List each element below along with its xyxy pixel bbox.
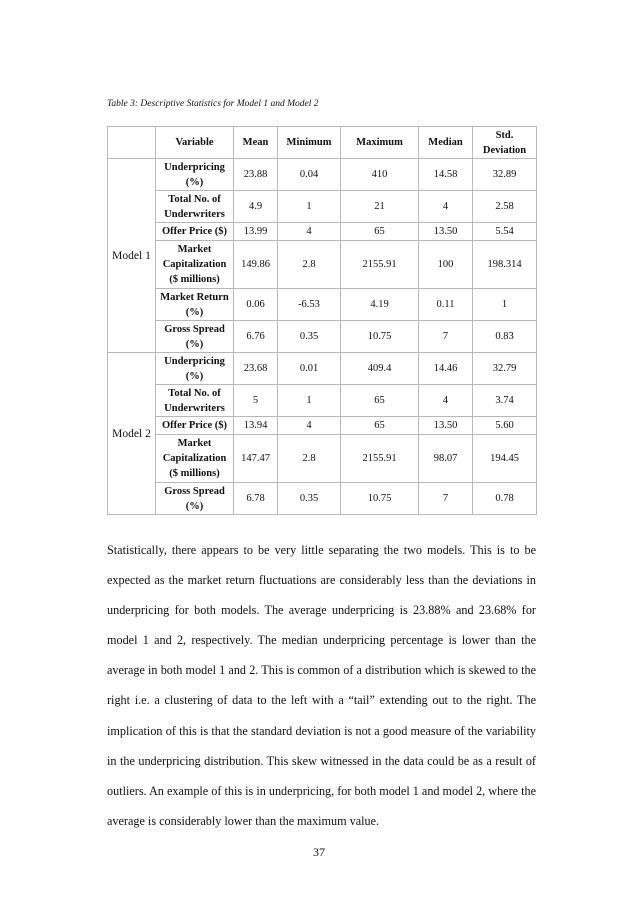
max-cell: 410 [341, 159, 419, 191]
table-row [108, 435, 537, 483]
variable-cell: Market Return (%) [156, 289, 234, 321]
header-cell [108, 127, 156, 159]
header-cell: Variable [156, 127, 234, 159]
table-row [108, 191, 537, 223]
std-cell: 1 [473, 289, 537, 321]
mean-cell: 13.94 [234, 417, 278, 435]
table-row [108, 159, 537, 191]
std-cell: 0.78 [473, 483, 537, 515]
descriptive-statistics-table [107, 126, 537, 515]
median-cell: 14.58 [419, 159, 473, 191]
table-row [108, 417, 537, 435]
variable-cell: Market Capitalization ($ millions) [156, 241, 234, 289]
max-cell: 65 [341, 223, 419, 241]
mean-cell: 23.88 [234, 159, 278, 191]
max-cell: 10.75 [341, 321, 419, 353]
header-cell: Mean [234, 127, 278, 159]
min-cell: 0.01 [278, 353, 341, 385]
max-cell: 65 [341, 417, 419, 435]
variable-cell: Underpricing (%) [156, 353, 234, 385]
max-cell: 21 [341, 191, 419, 223]
table-row [108, 385, 537, 417]
variable-cell: Total No. of Underwriters [156, 191, 234, 223]
mean-cell: 147.47 [234, 435, 278, 483]
variable-cell: Gross Spread (%) [156, 321, 234, 353]
variable-cell: Gross Spread (%) [156, 483, 234, 515]
max-cell: 2155.91 [341, 241, 419, 289]
body-paragraph: Statistically, there appears to be very little separating the two models. This is to be expected as the market return fluctuations are considerably less than the deviations in underpricing for both models. The average underpricing is 23.88% and 23.68% for model 1 and 2, respectively. The median underpricing percentage is lower than the average in both model 1 and 2. This is common of a distribution which is skewed to the right i.e. a clustering of data to the left with a “tail” extending out to the right. The implication of this is that the standard deviation is not a good measure of the variability in the underpricing distribution. This skew witnessed in the data could be as a result of outliers. An example of this is in underpricing, for both model 1 and model 2, where the average is considerably lower than the maximum value. [107, 543, 536, 828]
table-header-row [108, 127, 537, 159]
median-cell: 13.50 [419, 223, 473, 241]
mean-cell: 149.86 [234, 241, 278, 289]
median-cell: 4 [419, 385, 473, 417]
min-cell: -6.53 [278, 289, 341, 321]
min-cell: 1 [278, 385, 341, 417]
max-cell: 65 [341, 385, 419, 417]
std-cell: 2.58 [473, 191, 537, 223]
mean-cell: 6.78 [234, 483, 278, 515]
median-cell: 13.50 [419, 417, 473, 435]
min-cell: 0.35 [278, 483, 341, 515]
mean-cell: 4.9 [234, 191, 278, 223]
table-row [108, 289, 537, 321]
max-cell: 10.75 [341, 483, 419, 515]
max-cell: 409.4 [341, 353, 419, 385]
median-cell: 100 [419, 241, 473, 289]
mean-cell: 6.76 [234, 321, 278, 353]
variable-cell: Market Capitalization ($ millions) [156, 435, 234, 483]
std-cell: 5.54 [473, 223, 537, 241]
page-number: 37 [313, 845, 325, 859]
median-cell: 14.46 [419, 353, 473, 385]
min-cell: 1 [278, 191, 341, 223]
std-cell: 198.314 [473, 241, 537, 289]
model-label: Model 2 [108, 353, 156, 515]
median-cell: 7 [419, 321, 473, 353]
median-cell: 7 [419, 483, 473, 515]
min-cell: 4 [278, 417, 341, 435]
std-cell: 3.74 [473, 385, 537, 417]
mean-cell: 5 [234, 385, 278, 417]
median-cell: 4 [419, 191, 473, 223]
min-cell: 2.8 [278, 435, 341, 483]
header-cell: Median [419, 127, 473, 159]
mean-cell: 13.99 [234, 223, 278, 241]
min-cell: 2.8 [278, 241, 341, 289]
table-caption: Table 3: Descriptive Statistics for Model 1 and Model 2 [107, 99, 319, 109]
min-cell: 0.04 [278, 159, 341, 191]
std-cell: 32.89 [473, 159, 537, 191]
variable-cell: Underpricing (%) [156, 159, 234, 191]
table-row [108, 223, 537, 241]
variable-cell: Total No. of Underwriters [156, 385, 234, 417]
std-cell: 32.79 [473, 353, 537, 385]
max-cell: 4.19 [341, 289, 419, 321]
variable-cell: Offer Price ($) [156, 223, 234, 241]
table-row [108, 321, 537, 353]
max-cell: 2155.91 [341, 435, 419, 483]
mean-cell: 23.68 [234, 353, 278, 385]
min-cell: 0.35 [278, 321, 341, 353]
header-cell: Std. Deviation [473, 127, 537, 159]
table-row [108, 483, 537, 515]
std-cell: 0.83 [473, 321, 537, 353]
table-row [108, 241, 537, 289]
median-cell: 98.07 [419, 435, 473, 483]
header-cell: Minimum [278, 127, 341, 159]
std-cell: 194.45 [473, 435, 537, 483]
mean-cell: 0.06 [234, 289, 278, 321]
median-cell: 0.11 [419, 289, 473, 321]
std-cell: 5.60 [473, 417, 537, 435]
model-label: Model 1 [108, 159, 156, 353]
variable-cell: Offer Price ($) [156, 417, 234, 435]
min-cell: 4 [278, 223, 341, 241]
header-cell: Maximum [341, 127, 419, 159]
table-row [108, 353, 537, 385]
